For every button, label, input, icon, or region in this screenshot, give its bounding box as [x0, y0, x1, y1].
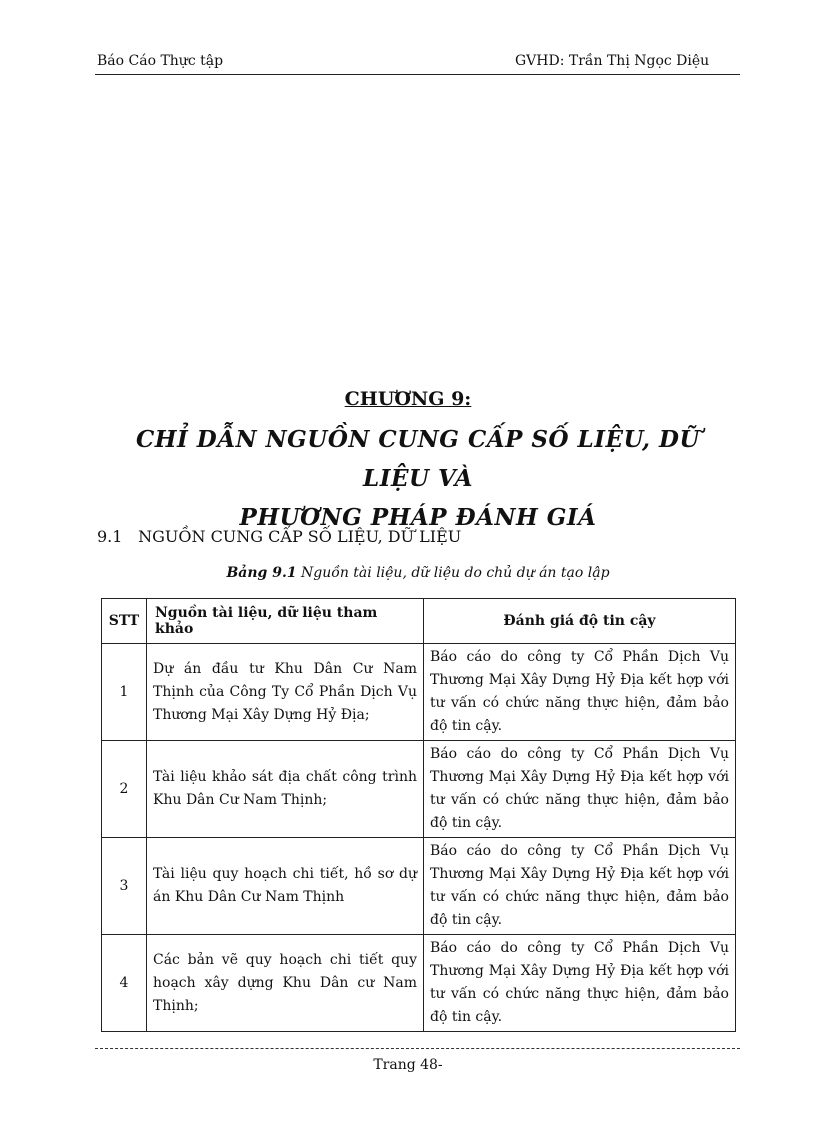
chapter-title-line-1: CHỈ DẪN NGUỒN CUNG CẤP SỐ LIỆU, DỮ LIỆU VÀ: [136, 426, 700, 492]
section-title: NGUỒN CUNG CẤP SỐ LIỆU, DỮ LIỆU: [138, 527, 462, 546]
row-source: Tài liệu quy hoạch chi tiết, hồ sơ dự án Khu Dân Cư Nam Thịnh: [147, 838, 424, 935]
row-reliability: Báo cáo do công ty Cổ Phần Dịch Vụ Thương Mại Xây Dựng Hỷ Địa kết hợp với tư vấn có chức năng thực hiện, đảm bảo độ tin cậy.: [424, 741, 736, 838]
footer-divider: [95, 1048, 740, 1049]
row-reliability: Báo cáo do công ty Cổ Phần Dịch Vụ Thương Mại Xây Dựng Hỷ Địa kết hợp với tư vấn có chức năng thực hiện, đảm bảo độ tin cậy.: [424, 935, 736, 1032]
table-caption-text: Nguồn tài liệu, dữ liệu do chủ dự án tạo lập: [301, 565, 610, 581]
section-number: 9.1: [97, 527, 123, 546]
sources-table: [101, 598, 736, 1032]
header-report-title: Báo Cáo Thực tập: [97, 53, 224, 69]
table-header-row: [102, 599, 736, 644]
table-row: [102, 838, 736, 935]
row-stt: 4: [102, 935, 147, 1032]
row-stt: 2: [102, 741, 147, 838]
row-reliability: Báo cáo do công ty Cổ Phần Dịch Vụ Thương Mại Xây Dựng Hỷ Địa kết hợp với tư vấn có chức năng thực hiện, đảm bảo độ tin cậy.: [424, 838, 736, 935]
header-reliability: Đánh giá độ tin cậy: [424, 599, 736, 644]
row-stt: 3: [102, 838, 147, 935]
table-caption-label: Bảng 9.1: [226, 565, 297, 581]
header-stt: STT: [102, 599, 147, 644]
page-header: [95, 52, 740, 75]
page-number: Trang 48-: [373, 1057, 443, 1073]
table-row: [102, 644, 736, 741]
chapter-label: CHƯƠNG 9:: [344, 388, 472, 410]
section-heading: [97, 527, 461, 546]
table-row: [102, 935, 736, 1032]
table-row: [102, 741, 736, 838]
row-reliability: Báo cáo do công ty Cổ Phần Dịch Vụ Thương Mại Xây Dựng Hỷ Địa kết hợp với tư vấn có chức năng thực hiện, đảm bảo độ tin cậy.: [424, 644, 736, 741]
chapter-title: [100, 420, 736, 537]
table-caption: [0, 565, 816, 581]
row-source: Dự án đầu tư Khu Dân Cư Nam Thịnh của Công Ty Cổ Phần Dịch Vụ Thương Mại Xây Dựng Hỷ Địa;: [147, 644, 424, 741]
row-source: Các bản vẽ quy hoạch chi tiết quy hoạch xây dựng Khu Dân cư Nam Thịnh;: [147, 935, 424, 1032]
row-source: Tài liệu khảo sát địa chất công trình Khu Dân Cư Nam Thịnh;: [147, 741, 424, 838]
header-supervisor: GVHD: Trần Thị Ngọc Diệu: [515, 53, 710, 69]
chapter-title-line-2: PHƯƠNG PHÁP ĐÁNH GIÁ: [239, 504, 597, 531]
row-stt: 1: [102, 644, 147, 741]
header-source: Nguồn tài liệu, dữ liệu tham khảo: [147, 599, 424, 644]
